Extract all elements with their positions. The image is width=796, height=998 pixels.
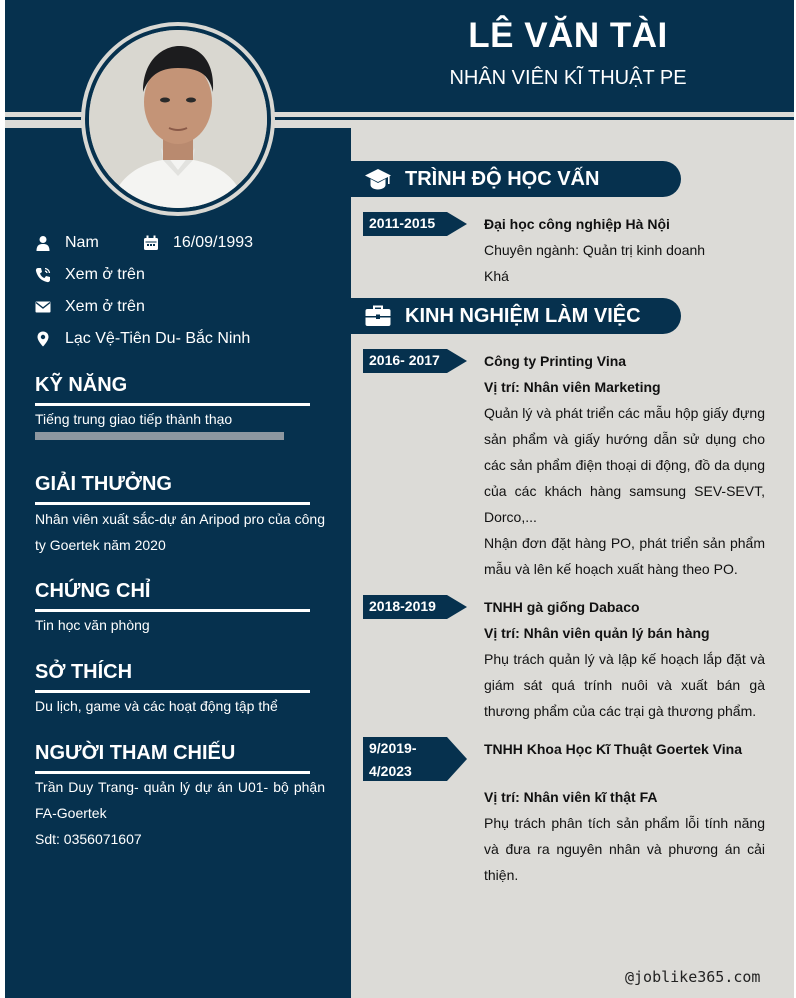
experience-description: Phụ trách phân tích sản phẩm lỗi tính năng và đưa ra nguyên nhân và phương án cải thiện. (484, 815, 765, 883)
experience-banner (351, 298, 681, 334)
graduation-cap-icon (365, 166, 391, 192)
experience-entry (484, 736, 765, 888)
spacer (484, 762, 765, 784)
experience-period-tag: 2016- 2017 (363, 349, 447, 373)
experience-description: Nhận đơn đặt hàng PO, phát triển sản phẩm mẫu và lên kế hoạch xuất hàng theo PO. (484, 535, 765, 577)
certificates-text: Tin học văn phòng (35, 617, 150, 633)
cv-page (5, 0, 794, 998)
experience-entry (484, 348, 765, 582)
experience-position: Vị trí: Nhân viên kĩ thật FA (484, 789, 658, 805)
person-icon (35, 235, 51, 251)
contact-gender (35, 234, 99, 252)
references-text (35, 774, 325, 852)
skill-item: Tiếng trung giao tiếp thành thạo (35, 411, 233, 427)
experience-period-tag: 2018-2019 (363, 595, 447, 619)
experience-company: TNHH gà giống Dabaco (484, 599, 640, 615)
education-entry (484, 211, 765, 289)
job-title: NHÂN VIÊN KĨ THUẬT PE (449, 67, 687, 89)
education-grade: Khá (484, 268, 509, 284)
location-pin-icon (35, 331, 51, 347)
experience-company: Công ty Printing Vina (484, 353, 627, 369)
phone-text: Xem ở trên (65, 266, 145, 283)
briefcase-icon (365, 303, 391, 329)
references-title: NGƯỜI THAM CHIẾU (35, 742, 236, 764)
hobbies-text: Du lịch, game và các hoạt động tập thể (35, 698, 278, 714)
education-title: TRÌNH ĐỘ HỌC VẤN (405, 167, 600, 190)
reference-person: Trần Duy Trang- quản lý dự án U01- bộ phận FA-Goertek (35, 779, 325, 821)
calendar-icon (143, 235, 159, 251)
education-period-tag: 2011-2015 (363, 212, 447, 236)
experience-company: TNHH Khoa Học Kĩ Thuật Goertek Vina (484, 741, 742, 757)
experience-position: Vị trí: Nhân viên quản lý bán hàng (484, 625, 710, 641)
experience-entry (484, 594, 765, 724)
contact-birthday (143, 234, 253, 252)
phone-icon (35, 267, 51, 283)
address-text: Lạc Vệ-Tiên Du- Bắc Ninh (65, 330, 251, 347)
experience-period-tag (363, 737, 447, 781)
period-end: 4/2023 (369, 763, 412, 779)
contact-address (35, 330, 250, 348)
period-start: 9/2019- (369, 740, 417, 756)
sidebar (5, 128, 351, 998)
education-banner (351, 161, 681, 197)
experience-description: Quản lý và phát triển các mẫu hộp giấy đựng sản phẩm và giấy hướng dẫn sử dụng cho các sản phẩm điện thoại di động, đồ da dụng của các khách hàng samsung SEV-SEVT, Dorco,... (484, 405, 765, 525)
skill-level-bar (35, 432, 284, 440)
envelope-icon (35, 299, 51, 315)
contact-email (35, 298, 145, 316)
experience-description: Phụ trách quản lý và lập kế hoạch lắp đặt và giám sát quá trính nuôi và xuất bán gà thương phẩm của các trại gà thương phẩm. (484, 651, 765, 719)
experience-position: Vị trí: Nhân viên Marketing (484, 379, 661, 395)
certificates-title: CHỨNG CHỈ (35, 580, 151, 602)
email-text: Xem ở trên (65, 298, 145, 315)
education-school: Đại học công nghiệp Hà Nội (484, 216, 670, 232)
avatar (89, 30, 267, 208)
experience-title: KINH NGHIỆM LÀM VIỆC (405, 304, 641, 327)
birthday-text: 16/09/1993 (173, 234, 254, 251)
awards-rule (35, 502, 310, 505)
education-major: Chuyên ngành: Quản trị kinh doanh (484, 242, 706, 258)
candidate-name: LÊ VĂN TÀI (468, 16, 668, 55)
awards-text: Nhân viên xuất sắc-dự án Aripod pro của công ty Goertek năm 2020 (35, 511, 325, 553)
contact-phone (35, 266, 145, 284)
hobbies-title: SỞ THÍCH (35, 661, 133, 683)
reference-phone: Sdt: 0356071607 (35, 831, 142, 847)
skills-title: KỸ NĂNG (35, 374, 128, 396)
awards-title: GIẢI THƯỞNG (35, 473, 172, 495)
gender-text: Nam (65, 234, 99, 251)
watermark: @joblike365.com (625, 968, 761, 986)
